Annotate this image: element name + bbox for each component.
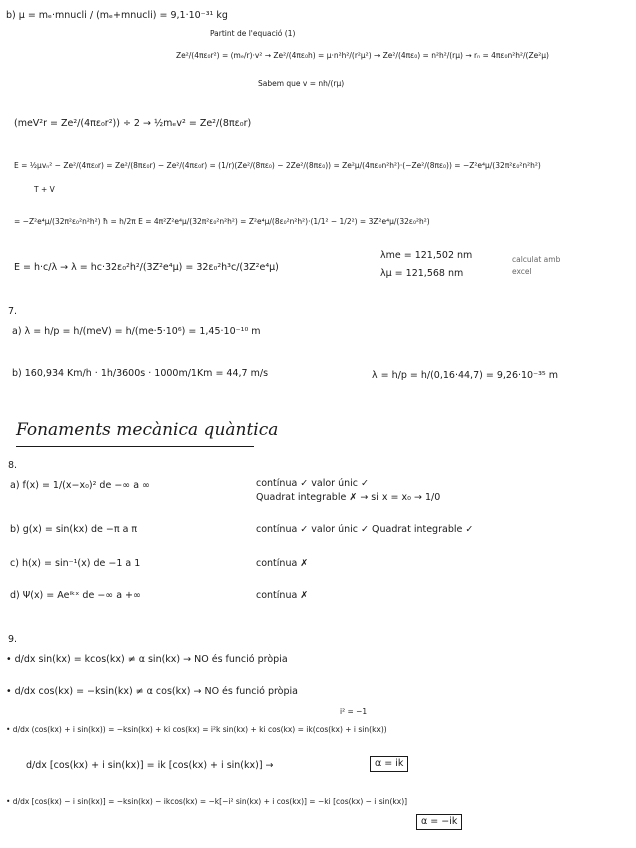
problem-9-exp-minus: • d/dx [cos(kx) − i sin(kx)] = −ksin(kx) − ikcos(kx) = −k[−i² sin(kx) + i cos(kx)] = −ki [cos(kx) − i sin(kx)]: [6, 797, 408, 806]
sabem-note: Sabem que v = nh/(rμ): [258, 79, 345, 88]
i-squared-note: i² = −1: [340, 707, 368, 716]
tv-note: T + V: [34, 185, 55, 194]
section-title: Fonaments mecànica quàntica: [16, 420, 279, 440]
excel-note: calculat amb excel: [512, 255, 561, 276]
problem-8b: b) g(x) = sin(kx) de −π a π: [10, 524, 138, 535]
problem-8-number: 8.: [8, 460, 18, 471]
problem-9-exp-plus: • d/dx (cos(kx) + i sin(kx)) = −ksin(kx) + ki cos(kx) = i²k sin(kx) + ki cos(kx) = ik(cos(kx) + i sin(kx)): [6, 725, 387, 734]
section-title-underline: [16, 446, 254, 447]
equation-wavelength: E = h·c/λ → λ = hc·32ε₀²h²/(3Z²e⁴μ) = 32ε₀²h³c/(3Z²e⁴μ): [14, 262, 279, 273]
problem-8b-checks: contínua ✓ valor únic ✓ Quadrat integrable ✓: [256, 524, 474, 535]
eigenvalue-minus-ik-box: α = −ik: [416, 814, 462, 830]
problem-8d-check: contínua ✗: [256, 590, 309, 601]
problem-8a: a) f(x) = 1/(x−x₀)² de −∞ a ∞: [10, 480, 150, 491]
problem-8d: d) Ψ(x) = Aeⁱᵏˣ de −∞ a +∞: [10, 590, 141, 601]
problem-9-sin: • d/dx sin(kx) = kcos(kx) ≠ α sin(kx) → NO és funció pròpia: [6, 654, 288, 665]
equation-energy: E = ½μvₙ² − Ze²/(4πε₀r) = Ze²/(8πε₀r) − Ze²/(4πε₀r) = (1/r)(Ze²/(8πε₀) − 2Ze²/(8πε₀)) = Ze²μ/(4πε₀n²h²)·(−Ze²/(8πε₀)) = −Z²e⁴μ/(32π²ε₀²n²h²): [14, 161, 541, 170]
equation-kinetic: (meV²r = Ze²/(4πε₀r²)) ÷ 2 → ½mₑv² = Ze²/(8πε₀r): [14, 118, 252, 129]
problem-8c: c) h(x) = sin⁻¹(x) de −1 a 1: [10, 558, 141, 569]
problem-7b-result: λ = h/p = h/(0,16·44,7) = 9,26·10⁻³⁵ m: [372, 370, 558, 381]
eigenvalue-ik-box: α = ik: [370, 756, 408, 772]
problem-9-cos: • d/dx cos(kx) = −ksin(kx) ≠ α cos(kx) → NO és funció pròpia: [6, 686, 298, 697]
problem-7b: b) 160,934 Km/h · 1h/3600s · 1000m/1Km = 44,7 m/s: [12, 368, 269, 379]
problem-7-number: 7.: [8, 306, 18, 317]
problem-8c-check: contínua ✗: [256, 558, 309, 569]
problem-7a: a) λ = h/p = h/(meV) = h/(me·5·10⁶) = 1,45·10⁻¹⁰ m: [12, 326, 261, 337]
reduced-mass-line: b) μ = mₑ·mnucli / (mₑ+mnucli) = 9,1·10⁻³¹ kg: [6, 10, 228, 21]
problem-8a-check-1: contínua ✓ valor únic ✓: [256, 478, 369, 489]
problem-8a-check-2: Quadrat integrable ✗ → si x = x₀ → 1/0: [256, 492, 441, 503]
lambda-muon: λμ = 121,568 nm: [380, 268, 464, 279]
problem-9-exp-plus-result: d/dx [cos(kx) + i sin(kx)] = ik [cos(kx) + i sin(kx)] →: [26, 760, 274, 771]
lambda-electron: λme = 121,502 nm: [380, 250, 473, 261]
equation-radius: Ze²/(4πε₀r²) = (mₑ/r)·v² → Ze²/(4πε₀h) = μ·n²h²/(r²μ²) → Ze²/(4πε₀) = n²h²/(rμ) → rₙ = 4πε₀n²h²/(Ze²μ): [176, 51, 549, 60]
partint-note: Partint de l'equació (1): [210, 29, 296, 38]
equation-energy-levels: = −Z²e⁴μ/(32π²ε₀²n²h²) ħ = h/2π E = 4π²Z²e⁴μ/(32π²ε₀²n²h²) = Z²e⁴μ/(8ε₀²n²h²)·(1/1² − 1/2²) = 3Z²e⁴μ/(32ε₀²h²): [14, 217, 430, 226]
problem-9-number: 9.: [8, 634, 18, 645]
